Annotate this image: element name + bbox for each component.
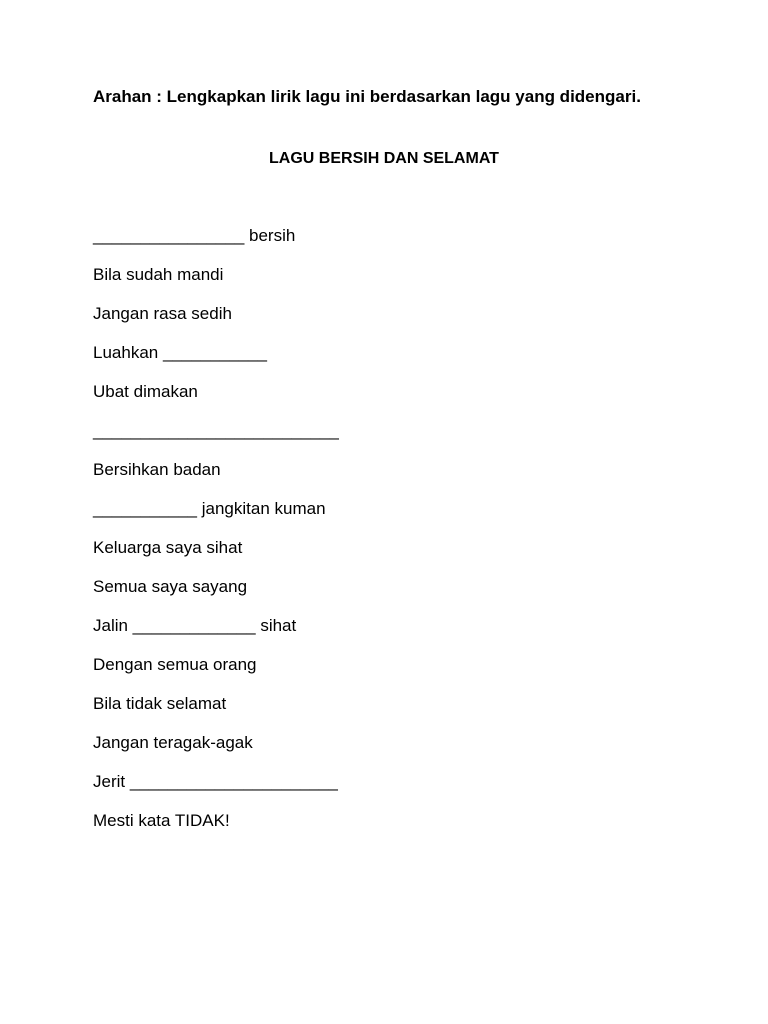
lyric-line: Jangan teragak-agak bbox=[93, 733, 253, 752]
lyric-line: ___________ jangkitan kuman bbox=[93, 499, 326, 518]
song-title: LAGU BERSIH DAN SELAMAT bbox=[269, 150, 499, 167]
lyric-line: __________________________ bbox=[93, 421, 339, 440]
lyric-line: Bila sudah mandi bbox=[93, 265, 224, 284]
lyric-line: Mesti kata TIDAK! bbox=[93, 811, 230, 830]
lyric-line: Bila tidak selamat bbox=[93, 694, 227, 713]
lyric-line: Jalin _____________ sihat bbox=[93, 616, 297, 635]
lyric-line: Semua saya sayang bbox=[93, 577, 248, 596]
lyric-line: Ubat dimakan bbox=[93, 382, 198, 401]
lyric-line: Luahkan ___________ bbox=[93, 343, 267, 362]
lyric-line: Jerit ______________________ bbox=[93, 772, 338, 791]
lyric-line: Dengan semua orang bbox=[93, 655, 257, 674]
instruction-text: Arahan : Lengkapkan lirik lagu ini berdasarkan lagu yang didengari. bbox=[93, 87, 641, 106]
lyric-line: ________________ bersih bbox=[93, 226, 296, 245]
lyric-line: Keluarga saya sihat bbox=[93, 538, 243, 557]
lyrics-list bbox=[93, 225, 339, 849]
lyric-line: Bersihkan badan bbox=[93, 460, 221, 479]
lyric-line: Jangan rasa sedih bbox=[93, 304, 232, 323]
